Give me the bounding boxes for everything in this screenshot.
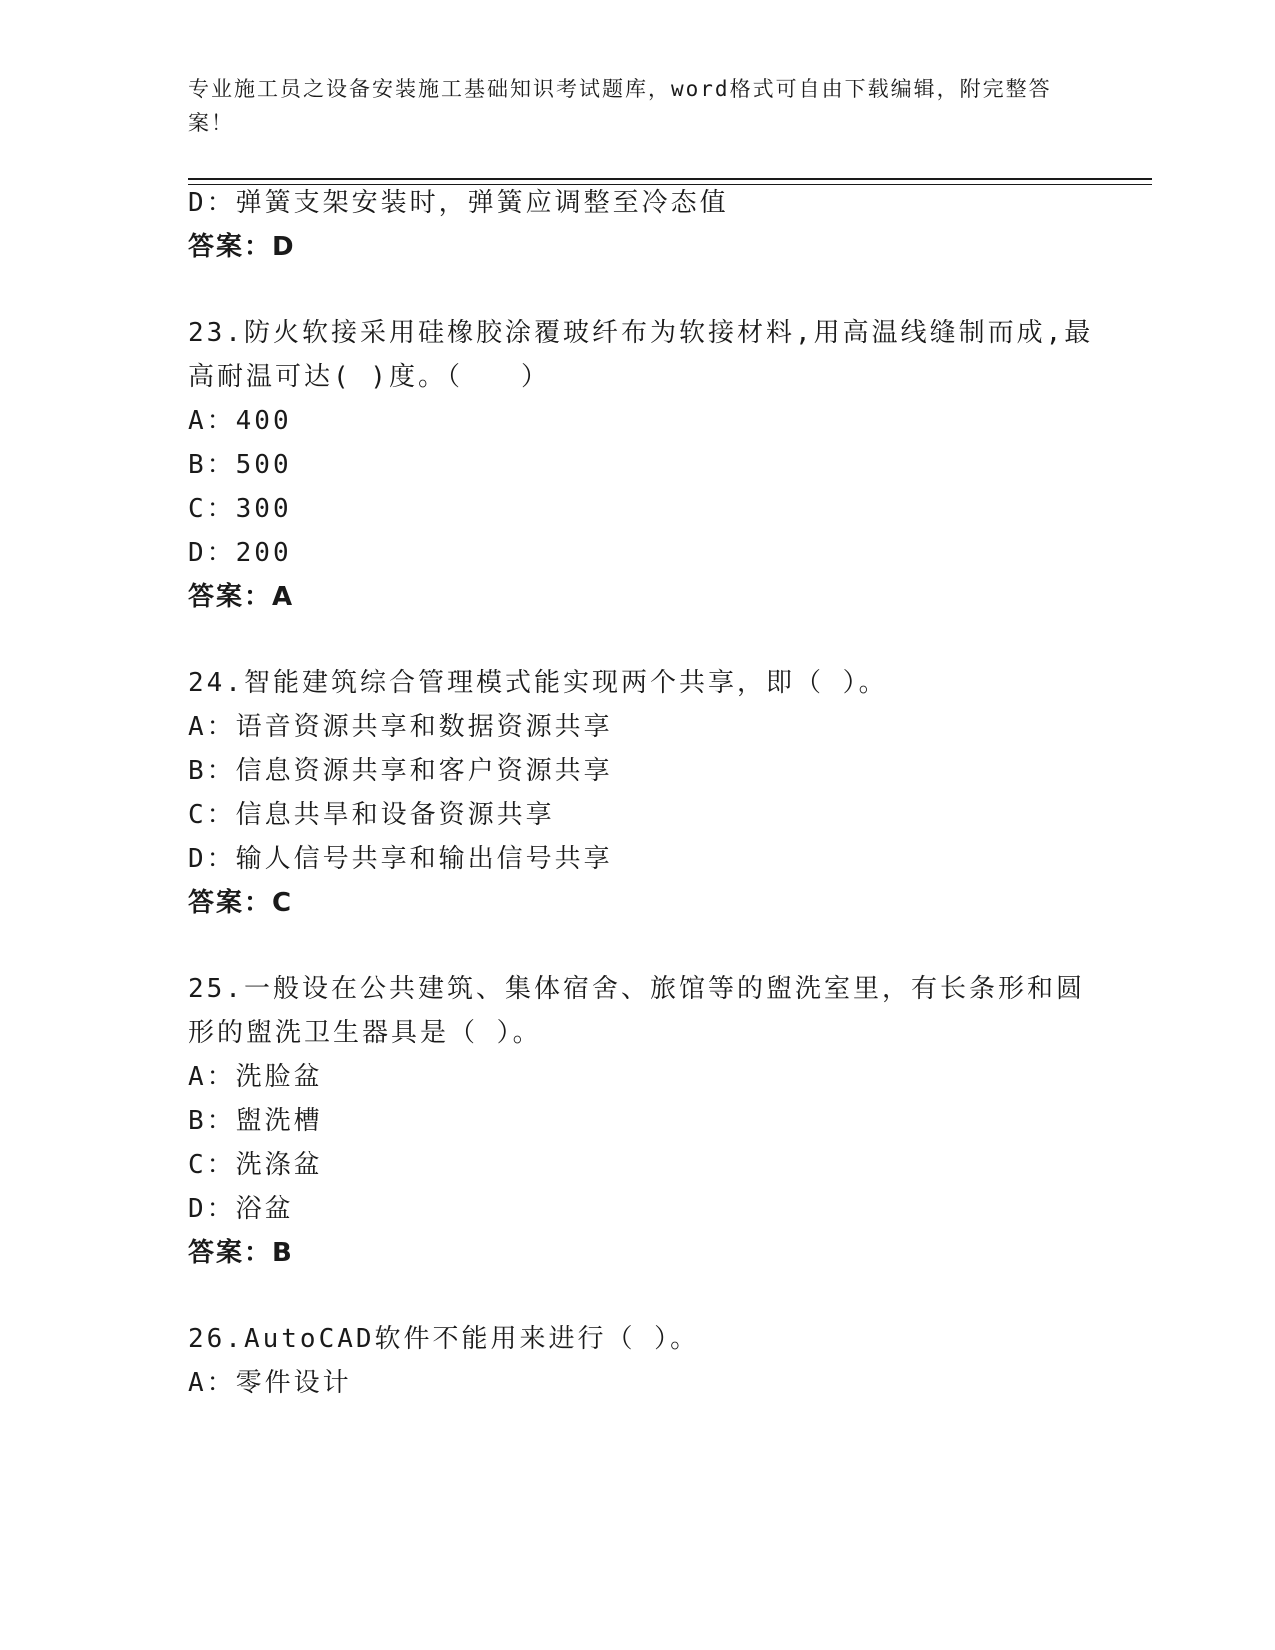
q23-option-c: C：300 [188,494,292,524]
q25-stem-line1: 25.一般设在公共建筑、集体宿舍、旅馆等的盥洗室里，有长条形和圆 [188,974,1085,1004]
prev-answer: 答案：D [188,232,296,262]
prev-option-d: D：弹簧支架安装时，弹簧应调整至冷态值 [188,188,729,218]
q24-option-d: D：输人信号共享和输出信号共享 [188,844,613,874]
q24-option-a: A：语音资源共享和数据资源共享 [188,712,613,742]
q25-option-b: B：盥洗槽 [188,1106,323,1136]
q24-stem-line1: 24.智能建筑综合管理模式能实现两个共享，即（ ）。 [188,668,888,698]
q23-option-b: B：500 [188,450,292,480]
q23-stem-line2: 高耐温可达( )度。（ ） [188,362,550,392]
q23-option-d: D：200 [188,538,292,568]
header-divider [188,178,1152,185]
q25-option-c: C：洗涤盆 [188,1150,323,1180]
page-header: 专业施工员之设备安装施工基础知识考试题库，word格式可自由下载编辑，附完整答案！ [188,77,1052,135]
q26-stem-line1: 26.AutoCAD软件不能用来进行（ ）。 [188,1324,700,1354]
q23-option-a: A：400 [188,406,292,436]
q23-stem-line1: 23.防火软接采用硅橡胶涂覆玻纤布为软接材料,用高温线缝制而成,最 [188,318,1094,348]
q24-option-c: C：信息共旱和设备资源共享 [188,800,555,830]
q25-option-a: A：洗脸盆 [188,1062,323,1092]
q25-option-d: D：浴盆 [188,1194,294,1224]
q25-stem-line2: 形的盥洗卫生器具是（ ）。 [188,1018,542,1048]
q24-option-b: B：信息资源共享和客户资源共享 [188,756,613,786]
q25-answer: 答案：B [188,1238,294,1268]
q23-answer: 答案：A [188,582,295,612]
q24-answer: 答案：C [188,888,294,918]
q26-option-a: A：零件设计 [188,1368,352,1398]
